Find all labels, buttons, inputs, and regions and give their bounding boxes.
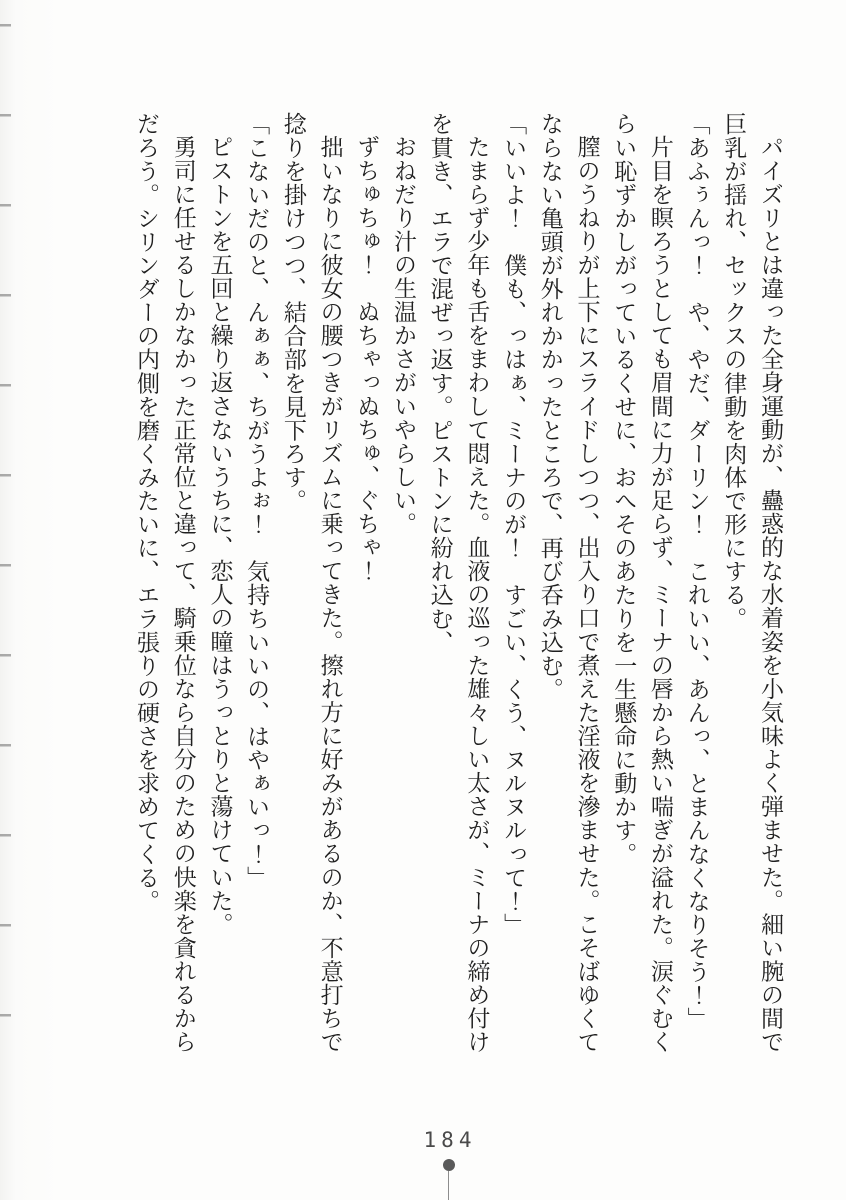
text-column: ずちゅちゅ！ ぬちゃっぬちゅ、ぐちゃ！ bbox=[353, 135, 380, 583]
text-column: ピストンを五回と繰り返さないうちに、恋人の瞳はうっとりと蕩けていた。 bbox=[206, 135, 233, 936]
text-column: を貫き、エラで混ぜっ返す。ピストンに紛れ込む、 bbox=[426, 112, 453, 654]
text-column: 「あふぅんっ！ や、やだ、ダーリン！ これいい、あんっ、とまんなくなりそう！」 bbox=[683, 112, 710, 1031]
text-column: 膣のうねりが上下にスライドしつつ、出入り口で煮えた淫液を滲ませた。こそばゆくて bbox=[573, 135, 600, 1054]
text-column: ならない亀頭が外れかかったところで、再び呑み込む。 bbox=[536, 112, 563, 701]
text-column: 勇司に任せるしかなかった正常位と違って、騎乗位なら自分のための快楽を貪れるから bbox=[169, 135, 196, 1054]
text-column: 片目を瞑ろうとしても眉間に力が足らず、ミーナの唇から熱い喘ぎが溢れた。涙ぐむく bbox=[646, 135, 673, 1054]
text-column: たまらず少年も舌をまわして悶えた。血液の巡った雄々しい太さが、ミーナの締め付け bbox=[463, 135, 490, 1054]
text-column: 巨乳が揺れ、セックスの律動を肉体で形にする。 bbox=[720, 112, 747, 631]
page-number: 184 bbox=[423, 1128, 477, 1152]
text-column: パイズリとは違った全身運動が、蠱惑的な水着姿を小気味よく弾ませた。細い腕の間で bbox=[757, 135, 783, 1054]
text-column: だろう。シリンダーの内側を磨くみたいに、エラ張りの硬さを求めてくる。 bbox=[133, 112, 160, 913]
text-column: らい恥ずかしがっているくせに、おへそのあたりを一生懸命に動かす。 bbox=[610, 112, 637, 866]
text-column: 「いいよ！ 僕も、っはぁ、ミーナのが！ すごい、くう、ヌルヌルって！」 bbox=[500, 112, 527, 937]
binding-dot-icon bbox=[443, 1159, 455, 1171]
text-column: 捻りを掛けつつ、結合部を見下ろす。 bbox=[279, 112, 306, 513]
text-column: 「こないだのと、んぁぁ、ちがうよぉ！ 気持ちいいの、はやぁいっ！」 bbox=[243, 112, 270, 890]
text-column: 拙いなりに彼女の腰つきがリズムに乗ってきた。擦れ方に好みがあるのか、不意打ちで bbox=[316, 135, 343, 1054]
text-column: おねだり汁の生温かさがいやらしい。 bbox=[389, 135, 416, 536]
scan-edge-marks bbox=[0, 24, 11, 1074]
binding-mark bbox=[442, 1159, 456, 1200]
page-text bbox=[120, 112, 788, 1060]
binding-stem-icon bbox=[448, 1171, 449, 1200]
